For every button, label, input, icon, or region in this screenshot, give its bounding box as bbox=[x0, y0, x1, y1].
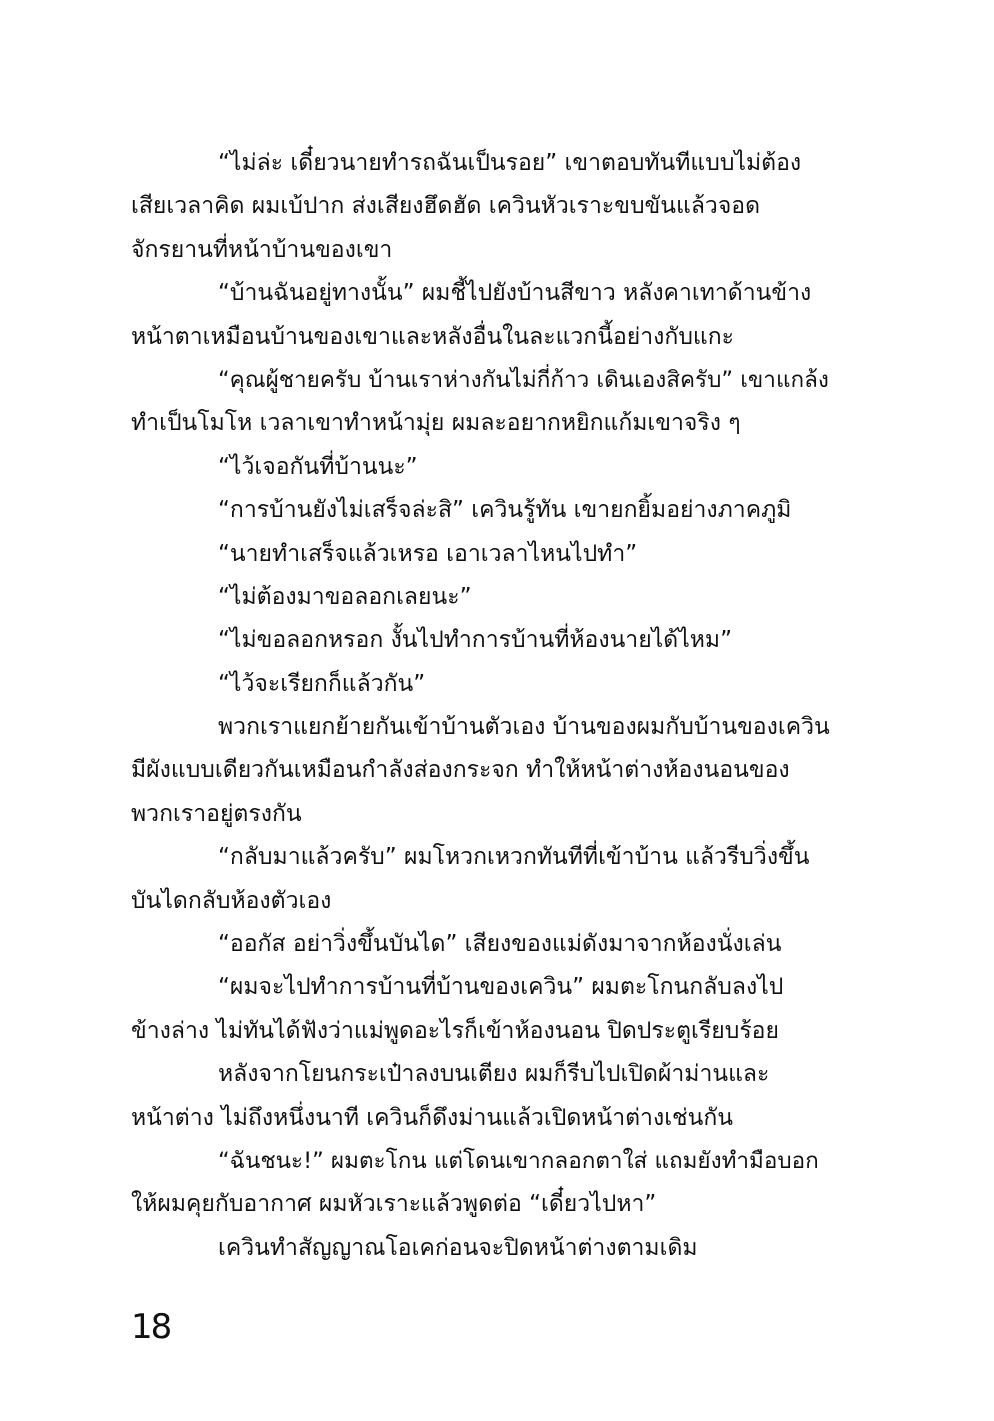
text-line bbox=[131, 1010, 831, 1053]
text-line-content: “บ้านฉันอยู่ทางนั้น” ผมชี้ไปยังบ้านสีขาว หลังคาเทาด้านข้าง bbox=[218, 280, 812, 307]
text-line-content: “ฉันชนะ!” ผมตะโกน แต่โดนเขากลอกตาใส่ แถมยังทำมือบอก bbox=[218, 1147, 819, 1174]
text-line bbox=[131, 142, 831, 185]
text-line bbox=[131, 793, 831, 836]
text-line bbox=[131, 663, 831, 706]
text-line-content: “ออกัส อย่าวิ่งขึ้นบันได” เสียงของแม่ดังมาจากห้องนั่งเล่น bbox=[218, 931, 782, 958]
text-line bbox=[131, 966, 831, 1009]
text-line-content: ทำเป็นโมโห เวลาเขาทำหน้ามุ่ย ผมละอยากหยิกแก้มเขาจริง ๆ bbox=[131, 410, 741, 437]
text-line bbox=[131, 185, 831, 228]
text-line bbox=[131, 836, 831, 879]
text-line bbox=[131, 1227, 831, 1270]
text-line bbox=[131, 619, 831, 662]
text-line-content: เควินทำสัญญาณโอเคก่อนจะปิดหน้าต่างตามเดิม bbox=[218, 1234, 698, 1261]
text-line-content: “นายทำเสร็จแล้วเหรอ เอาเวลาไหนไปทำ” bbox=[218, 540, 638, 567]
text-line-content: บันไดกลับห้องตัวเอง bbox=[131, 887, 332, 914]
text-line bbox=[131, 402, 831, 445]
text-line bbox=[131, 229, 831, 272]
text-line-content: หน้าต่าง ไม่ถึงหนึ่งนาที เควินก็ดึงม่านแล้วเปิดหน้าต่างเช่นกัน bbox=[131, 1104, 734, 1131]
text-line bbox=[131, 359, 831, 402]
text-line-content: “ไว้เจอกันที่บ้านนะ” bbox=[218, 453, 418, 480]
text-line-content: “ไว้จะเรียกก็แล้วกัน” bbox=[218, 670, 426, 697]
text-line-content: หน้าตาเหมือนบ้านของเขาและหลังอื่นในละแวกนี้อย่างกับแกะ bbox=[131, 323, 735, 350]
text-line bbox=[131, 706, 831, 749]
text-line-content: “ไม่ขอลอกหรอก งั้นไปทำการบ้านที่ห้องนายได้ไหม” bbox=[218, 627, 732, 654]
text-line-content: พวกเราอยู่ตรงกัน bbox=[131, 800, 302, 827]
text-line bbox=[131, 446, 831, 489]
text-line bbox=[131, 489, 831, 532]
text-line bbox=[131, 749, 831, 792]
text-line-content: “การบ้านยังไม่เสร็จล่ะสิ” เควินรู้ทัน เขายกยิ้มอย่างภาคภูมิ bbox=[218, 497, 792, 524]
text-line bbox=[131, 533, 831, 576]
text-line bbox=[131, 1183, 831, 1226]
text-line-content: หลังจากโยนกระเป๋าลงบนเตียง ผมก็รีบไปเปิดผ้าม่านและ bbox=[218, 1061, 770, 1088]
text-line-content: “คุณผู้ชายครับ บ้านเราห่างกันไม่กี่ก้าว เดินเองสิครับ” เขาแกล้ง bbox=[218, 366, 829, 393]
text-line bbox=[131, 880, 831, 923]
text-line-content: “ผมจะไปทำการบ้านที่บ้านของเควิน” ผมตะโกนกลับลงไป bbox=[218, 974, 784, 1001]
text-line-content: “กลับมาแล้วครับ” ผมโหวกเหวกทันทีที่เข้าบ้าน แล้วรีบวิ่งขึ้น bbox=[218, 844, 810, 871]
text-line-content: ข้างล่าง ไม่ทันได้ฟังว่าแม่พูดอะไรก็เข้าห้องนอน ปิดประตูเรียบร้อย bbox=[131, 1017, 779, 1044]
text-line-content: จักรยานที่หน้าบ้านของเขา bbox=[131, 236, 393, 263]
text-line bbox=[131, 1097, 831, 1140]
text-line bbox=[131, 923, 831, 966]
page-number: 18 bbox=[131, 1307, 171, 1347]
text-line bbox=[131, 576, 831, 619]
text-line bbox=[131, 1140, 831, 1183]
text-line-content: “ไม่ต้องมาขอลอกเลยนะ” bbox=[218, 583, 472, 610]
text-line bbox=[131, 316, 831, 359]
text-line bbox=[131, 272, 831, 315]
text-line bbox=[131, 1053, 831, 1096]
text-line-content: “ไม่ล่ะ เดี๋ยวนายทำรถฉันเป็นรอย” เขาตอบทันทีแบบไม่ต้อง bbox=[218, 150, 802, 176]
text-line-content: ให้ผมคุยกับอากาศ ผมหัวเราะแล้วพูดต่อ “เดี๋ยวไปหา” bbox=[131, 1191, 657, 1218]
text-line-content: มีผังแบบเดียวกันเหมือนกำลังส่องกระจก ทำให้หน้าต่างห้องนอนของ bbox=[131, 757, 790, 784]
body-text bbox=[131, 142, 831, 1270]
text-line-content: เสียเวลาคิด ผมเบ้ปาก ส่งเสียงฮึดฮัด เควินหัวเราะขบขันแล้วจอด bbox=[131, 193, 761, 220]
text-line-content: พวกเราแยกย้ายกันเข้าบ้านตัวเอง บ้านของผมกับบ้านของเควิน bbox=[218, 714, 830, 741]
